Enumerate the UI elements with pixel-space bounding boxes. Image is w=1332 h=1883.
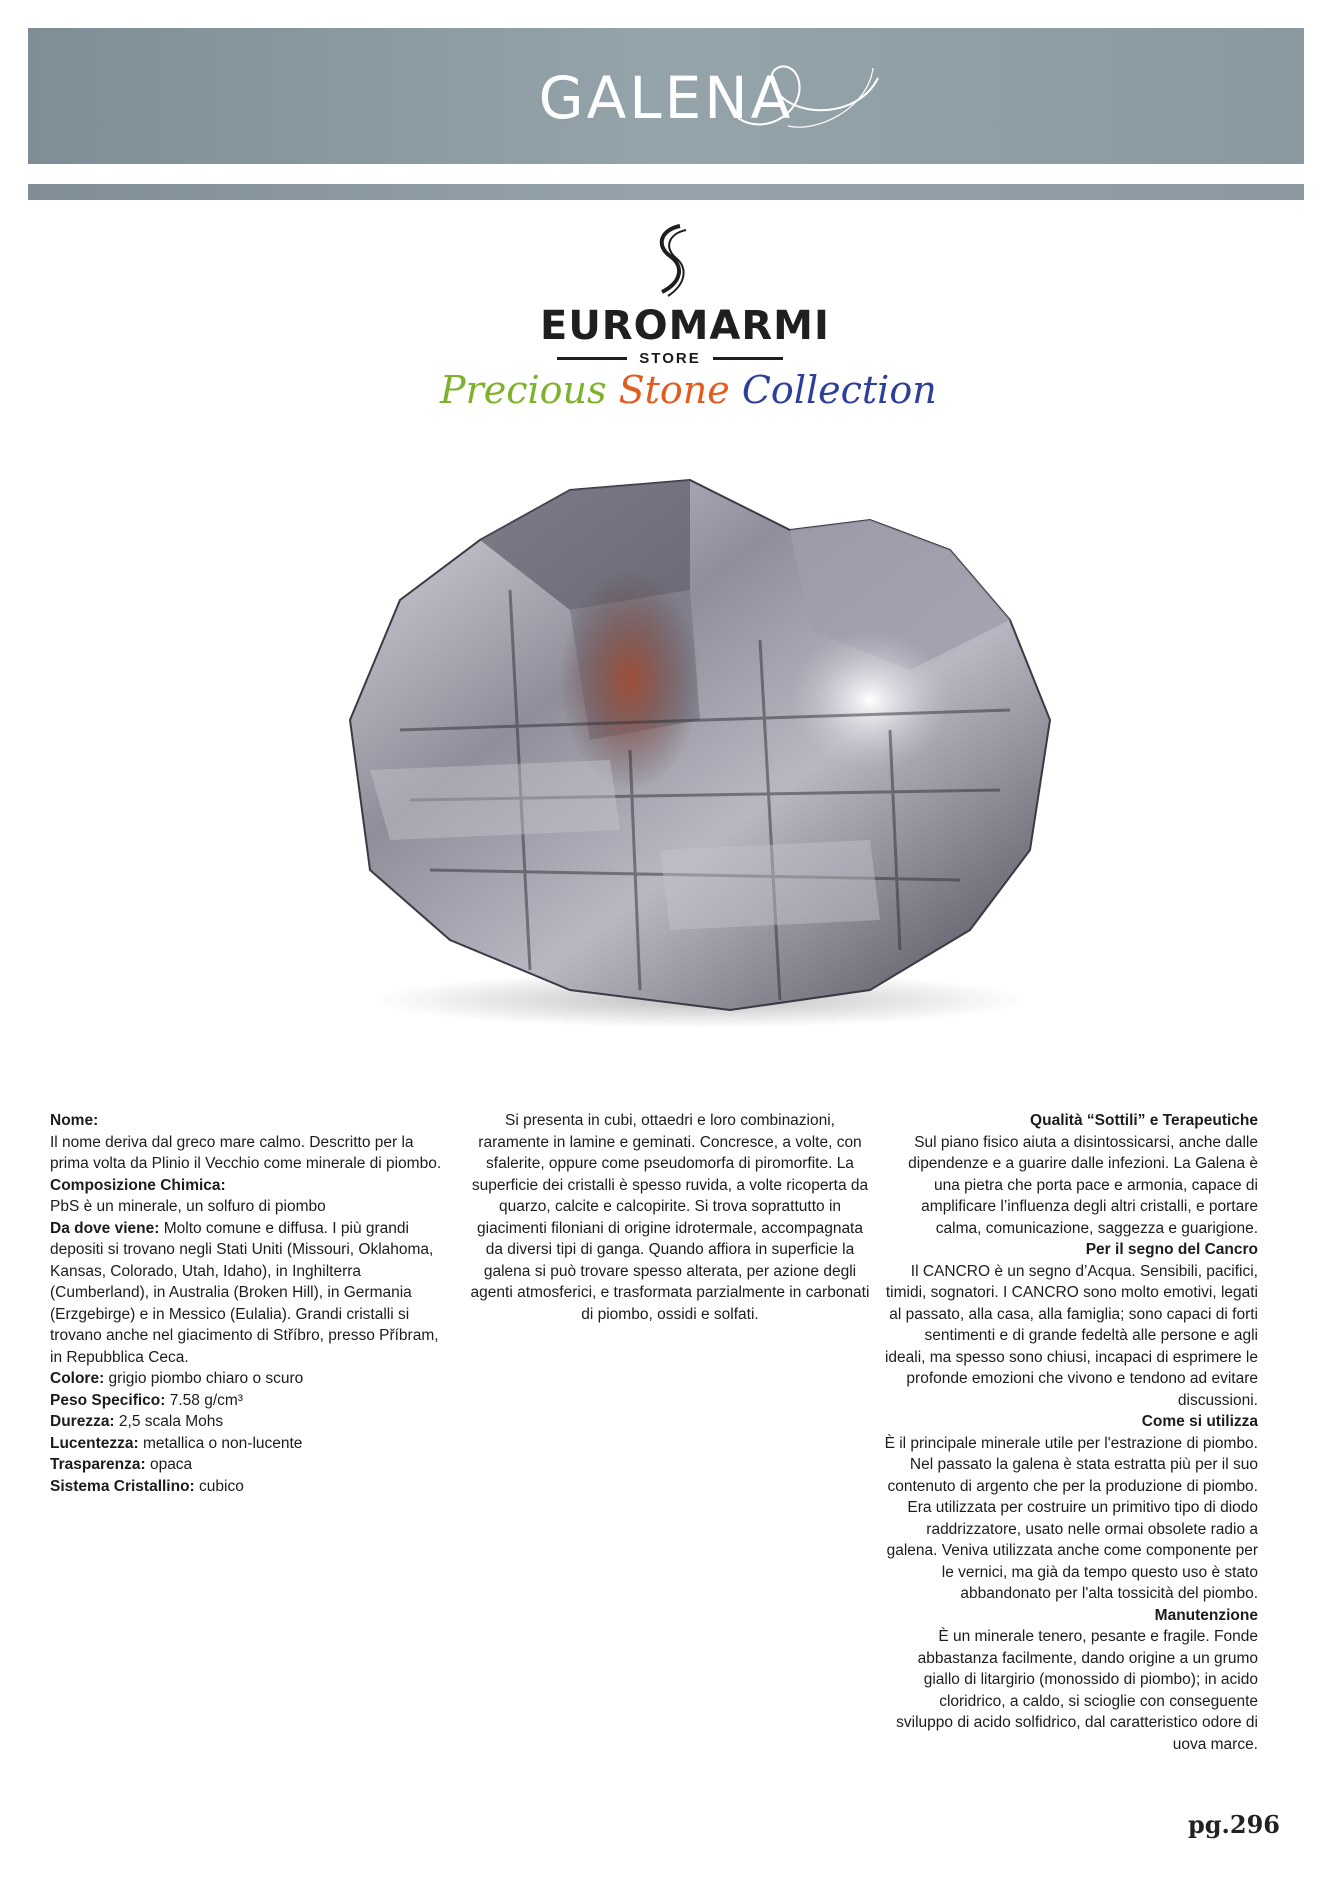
galena-mineral-photo [310,470,1070,1030]
durezza-text: 2,5 scala Mohs [114,1413,224,1430]
header-band [28,28,1304,164]
label-colore: Colore: [50,1370,105,1387]
label-trasparenza: Trasparenza: [50,1456,146,1473]
label-nome: Nome: [50,1112,99,1129]
colore-text: grigio piombo chiaro o scuro [104,1370,304,1387]
heading-manutenzione: Manutenzione [1154,1606,1258,1624]
qualita-text: Sul piano fisico aiuta a disintossicarsi, anche dalle dipendenze e a guarire dalle infezioni. La Galena è una pietra che porta pace e armonia, capace di amplificare l’influenza degli altri cristalli, e portare calma, comunicazione, saggezza e guarigione. [908,1133,1258,1237]
label-peso: Peso Specifico: [50,1391,166,1409]
utilizzo-text: È il principale minerale utile per l'estrazione di piombo. Nel passato la galena è stata estratta più per il suo contenuto di argento che per la produzione di piombo. Era utilizzata per costruire un primitivo tipo di diodo raddrizzatore, usato nelle ormai obsolete radio a galena. Veniva utilizzata anche come componente per le vernici, ma già da tempo questo uso è stato abbandonato per l'alta tossicità del piombo. [884,1434,1258,1602]
description-column [470,1110,870,1325]
tagline-word-2: Stone [618,368,730,412]
brand-name: EUROMARMI [540,303,830,349]
brand-sub-row [540,350,800,367]
description-text: Si presenta in cubi, ottaedri e loro combinazioni, raramente in lamine e geminati. Concresce, a volte, con sfalerite, oppure come pseudomorfa di piromorfite. La superficie dei cristalli è spesso ruvida, a volte ricoperta da quarzo, calcite e calcopirite. Si trova soprattutto in giacimenti filoniani di origine idrotermale, accompagnata da diversi tipi di ganga. Quando affiora in superficie la galena si può trovare spesso alterata, per azione degli agenti atmosferici, e trasformata parzialmente in carbonati di piombo, ossidi e solfati. [470,1112,870,1323]
heading-cancro: Per il segno del Cancro [1085,1241,1258,1258]
label-composizione: Composizione Chimica: [50,1176,226,1194]
brand-sub: STORE [639,350,701,367]
trasparenza-text: opaca [145,1456,193,1473]
header-rule [28,184,1304,200]
sistema-text: cubico [194,1477,244,1495]
label-durezza: Durezza: [50,1413,115,1430]
label-origine: Da dove viene: [50,1219,160,1237]
page-title: GALENA [538,64,794,132]
label-lucentezza: Lucentezza: [50,1434,139,1452]
label-sistema: Sistema Cristallino: [50,1477,195,1495]
qualities-column [880,1110,1258,1755]
composizione-text: PbS è un minerale, un solfuro di piombo [50,1198,326,1215]
manutenzione-text: È un minerale tenero, pesante e fragile. Fonde abbastanza facilmente, dando origine a un grumo giallo di litargirio (monossido di piombo); in acido cloridrico, a caldo, si scioglie con conseguente sviluppo di acido solfidrico, dal caratteristico odore di uova marce. [896,1628,1258,1753]
tagline-word-1: Precious [440,368,607,412]
brand-logo [540,220,830,367]
heading-utilizzo: Come si utilizza [1141,1413,1258,1430]
collection-tagline [440,368,937,412]
origine-text: Molto comune e diffusa. I più grandi depositi si trovano negli Stati Uniti (Missouri, Oklahoma, Kansas, Colorado, Utah, Idaho), in Inghilterra (Cumberland), in Australia (Broken Hill), in Germania (Erzgebirge) e in Messico (Eulalia). Grandi cristalli si trovano anche nel giacimento di Stříbro, presso Příbram, in Repubblica Ceca. [50,1219,439,1366]
page-number: pg.296 [1187,1810,1280,1839]
peso-text: 7.58 g/cm³ [165,1391,243,1409]
divider [557,357,627,360]
heading-qualita: Qualità “Sottili” e Terapeutiche [1030,1112,1258,1129]
swash-ornament-icon [728,48,888,138]
cancro-text: Il CANCRO è un segno d’Acqua. Sensibili, pacifici, timidi, sognatori. I CANCRO sono molto emotivi, legati al passato, alla casa, alla famiglia; sono capaci di forti sentimenti e di grande fedeltà alle persone e agli ideali, ma spesso sono chiusi, incapaci di esprimere le profonde emozioni che vivono e tendono ad evitare discussioni. [884,1262,1258,1409]
euromarmi-s-logo-icon [642,220,698,300]
tagline-word-3: Collection [741,368,937,412]
properties-column [50,1110,450,1497]
divider [713,357,783,360]
nome-text: Il nome deriva dal greco mare calmo. Descritto per la prima volta da Plinio il Vecchio come minerale di piombo. [50,1133,442,1172]
lucentezza-text: metallica o non-lucente [138,1434,303,1452]
